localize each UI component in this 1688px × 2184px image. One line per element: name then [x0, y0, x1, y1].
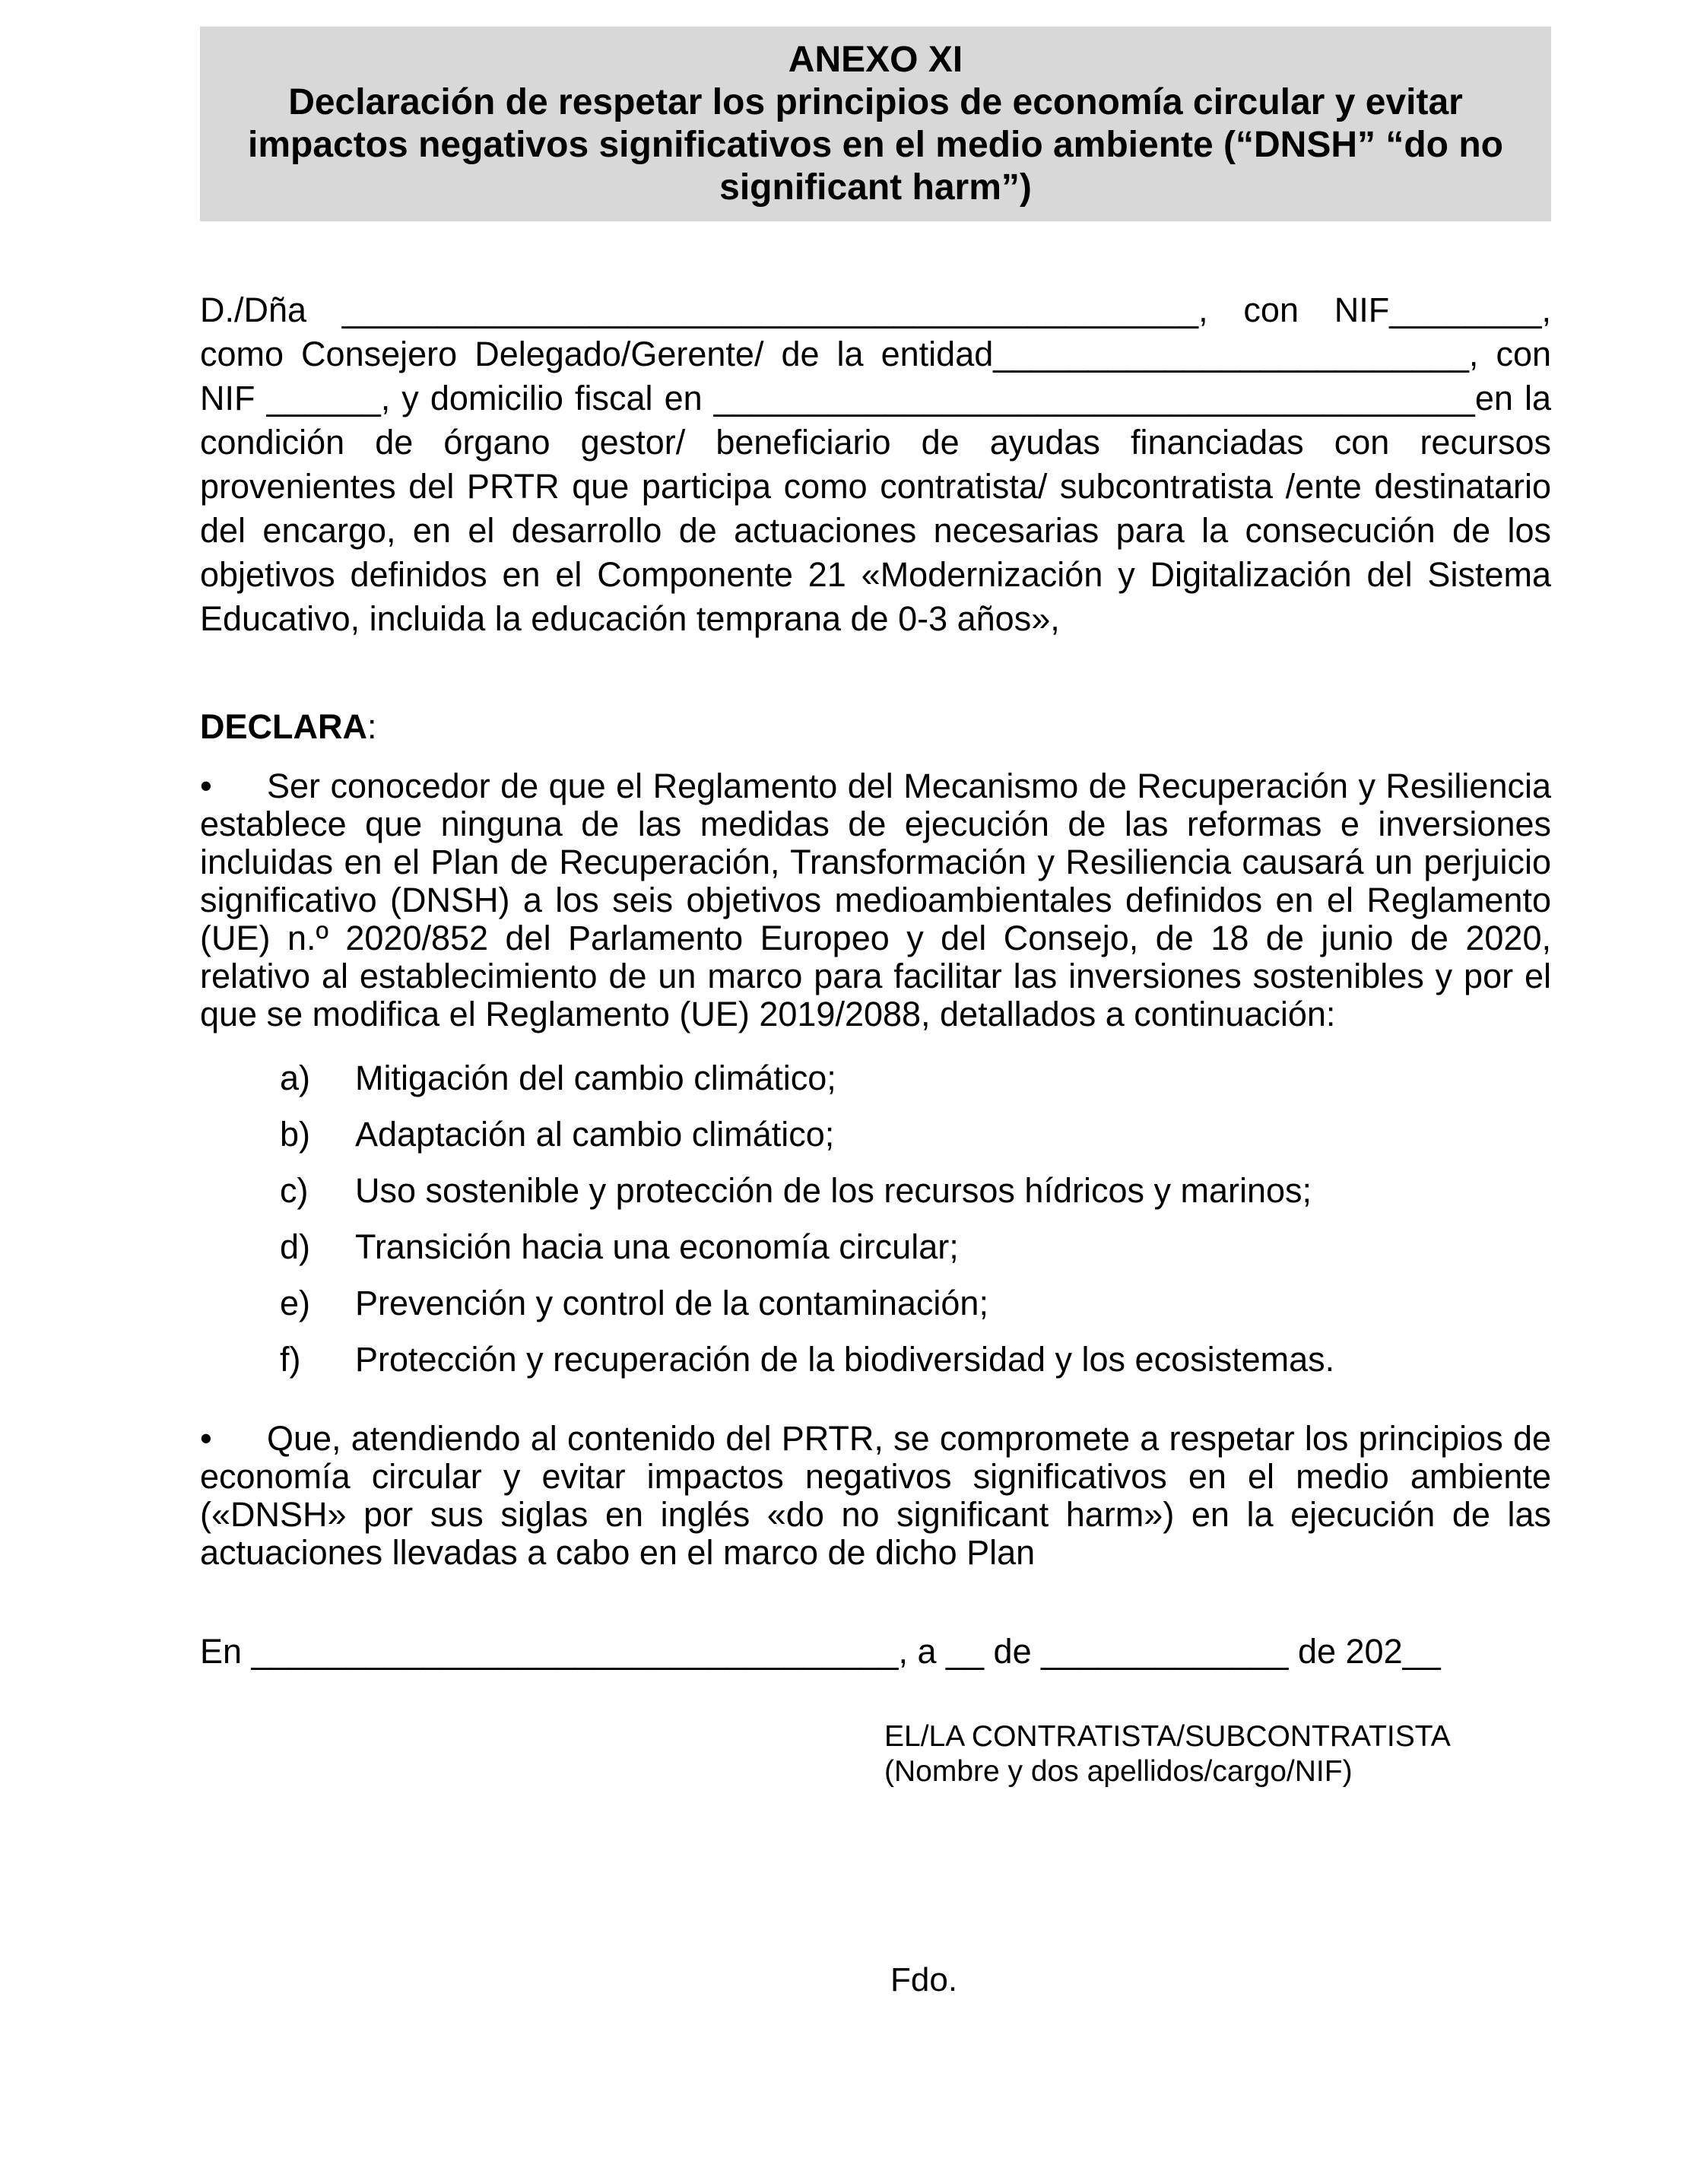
list-item [280, 1284, 1551, 1322]
place-date-line: En __________________________________, a __ de _____________ de 202__ [200, 1632, 1441, 1671]
declara-label: DECLARA [200, 707, 367, 746]
list-item [280, 1059, 1551, 1097]
list-text: Prevención y control de la contaminación; [355, 1284, 988, 1322]
declara-heading [200, 708, 1551, 746]
signed-label: Fdo. [890, 1961, 958, 1998]
bullet-text: Que, atendiendo al contenido del PRTR, se compromete a respetar los principios de economía circular y evitar impactos negativos significativos en el medio ambiente («DNSH» por sus siglas en inglés «do no significant harm») en la ejecución de las actuaciones llevadas a cabo en el marco de dicho Plan [200, 1419, 1551, 1572]
bullet-paragraph-dnsh-knowledge [200, 767, 1551, 1033]
bullet-icon: • [200, 767, 212, 805]
annex-title: ANEXO XI [788, 40, 963, 80]
list-text: Transición hacia una economía circular; [355, 1227, 959, 1266]
intro-paragraph: D./Dña _____________________________________________, con NIF________, como Consejero Delegado/Gerente/ de la entidad_________________________, con NIF ______, y domicilio fiscal en ________________________________________en la condición de órgano gestor/ beneficiario de ayudas financiadas con recursos provenientes del PRTR que participa como contratista/ subcontratista /ente destinatario del encargo, en el desarrollo de actuaciones necesarias para la consecución de los objetivos definidos en el Componente 21 «Modernización y Digitalización del Sistema Educativo, incluida la educación temprana de 0-3 años», [200, 290, 1551, 638]
list-item [280, 1341, 1551, 1379]
list-item [280, 1116, 1551, 1154]
list-marker: b) [280, 1115, 311, 1154]
bullet-paragraph-commitment [200, 1420, 1551, 1572]
list-text: Uso sostenible y protección de los recursos hídricos y marinos; [355, 1171, 1312, 1210]
list-item [280, 1228, 1551, 1266]
annex-subtitle: Declaración de respetar los principios de economía circular y evitar impactos negativos significativos en el medio ambiente (“DNSH” “do no significant harm”) [248, 82, 1503, 208]
bullet-icon: • [200, 1419, 212, 1458]
environmental-objectives-list [200, 1059, 1551, 1379]
list-marker: e) [280, 1284, 311, 1322]
list-marker: f) [280, 1340, 301, 1379]
list-text: Adaptación al cambio climático; [355, 1115, 835, 1154]
bullet-text: Ser conocedor de que el Reglamento del Mecanismo de Recuperación y Resiliencia establece que ninguna de las medidas de ejecución de las reformas e inversiones incluidas en el Plan de Recuperación, Transformación y Resiliencia causará un perjuicio significativo (DNSH) a los seis objetivos medioambientales definidos en el Reglamento (UE) n.º 2020/852 del Parlamento Europeo y del Consejo, de 18 de junio de 2020, relativo al establecimiento de un marco para facilitar las inversiones sostenibles y por el que se modifica el Reglamento (UE) 2019/2088, detallados a continuación: [200, 767, 1551, 1033]
signature-block [884, 1719, 1551, 1789]
declara-colon: : [367, 707, 377, 746]
title-banner [200, 27, 1551, 221]
list-text: Mitigación del cambio climático; [355, 1059, 836, 1097]
list-marker: c) [280, 1171, 309, 1210]
signature-note: (Nombre y dos apellidos/cargo/NIF) [884, 1755, 1353, 1788]
signature-role: EL/LA CONTRATISTA/SUBCONTRATISTA [884, 1720, 1451, 1753]
list-text: Protección y recuperación de la biodiversidad y los ecosistemas. [355, 1340, 1335, 1379]
list-marker: d) [280, 1227, 311, 1266]
list-marker: a) [280, 1059, 311, 1097]
list-item [280, 1172, 1551, 1210]
